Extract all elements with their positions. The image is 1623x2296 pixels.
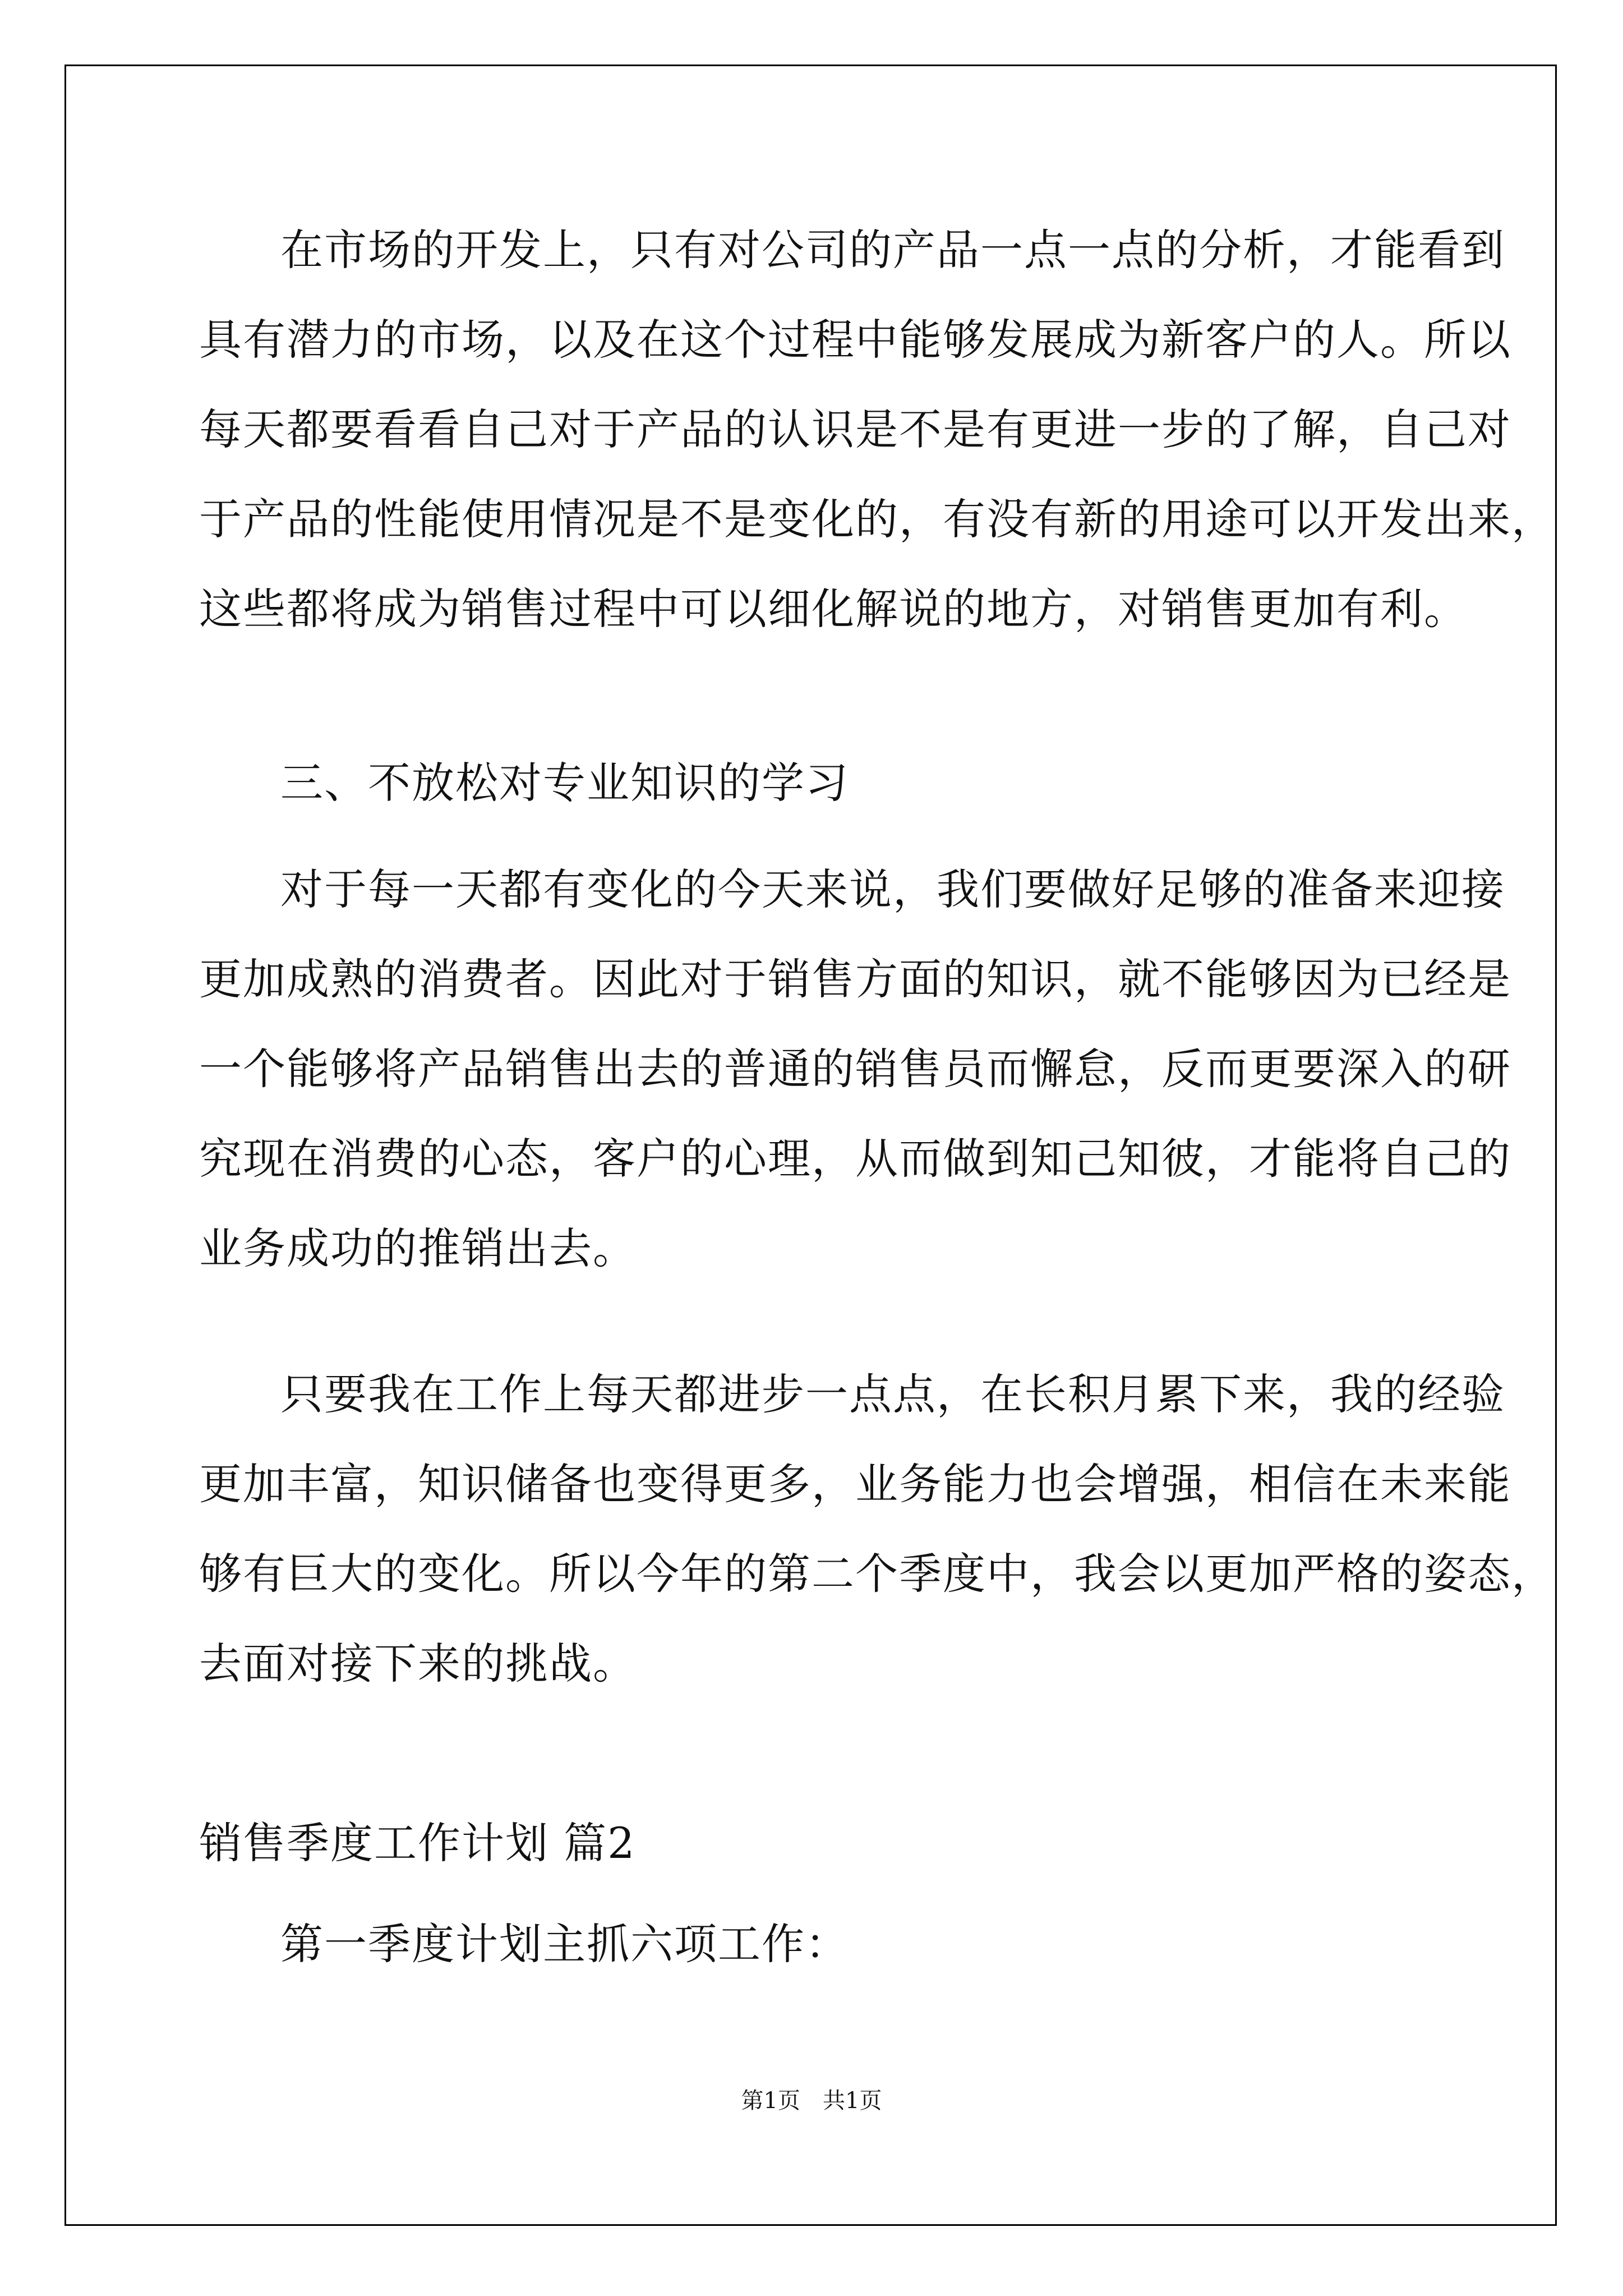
- paragraph-line: 去面对接下来的挑战。: [199, 1639, 637, 1688]
- paragraph-line: 业务成功的推销出去。: [199, 1223, 637, 1273]
- paragraph-line: 第一季度计划主抓六项工作：: [280, 1919, 849, 1969]
- paragraph-line: 对于每一天都有变化的今天来说，我们要做好足够的准备来迎接: [280, 864, 1505, 914]
- page-footer: [0, 2084, 1623, 2118]
- paragraph-line: 只要我在工作上每天都进步一点点，在长积月累下来，我的经验: [280, 1369, 1505, 1419]
- paragraph-line: 更加成熟的消费者。因此对于销售方面的知识，就不能够因为已经是: [199, 954, 1511, 1004]
- paragraph-line: 每天都要看看自己对于产品的认识是不是有更进一步的了解，自己对: [199, 404, 1511, 454]
- paragraph-line: 这些都将成为销售过程中可以细化解说的地方，对销售更加有利。: [199, 584, 1468, 634]
- page-total: 共1页: [823, 2088, 882, 2114]
- paragraph-line: 够有巨大的变化。所以今年的第二个季度中，我会以更加严格的姿态，: [199, 1549, 1555, 1599]
- paragraph-line: 更加丰富，知识储备也变得更多，业务能力也会增强，相信在未来能: [199, 1459, 1511, 1509]
- paragraph-line: 于产品的性能使用情况是不是变化的，有没有新的用途可以开发出来，: [199, 494, 1555, 544]
- page-number: 第1页: [741, 2088, 800, 2114]
- paragraph-line: 具有潜力的市场，以及在这个过程中能够发展成为新客户的人。所以: [199, 315, 1511, 365]
- paragraph-line: 究现在消费的心态，客户的心理，从而做到知己知彼，才能将自己的: [199, 1134, 1511, 1184]
- section-heading: 三、不放松对专业知识的学习: [280, 758, 849, 808]
- paragraph-line: 一个能够将产品销售出去的普通的销售员而懈怠，反而更要深入的研: [199, 1044, 1511, 1094]
- document-title: 销售季度工作计划 篇2: [199, 1818, 636, 1868]
- paragraph-line: 在市场的开发上，只有对公司的产品一点一点的分析，才能看到: [280, 225, 1505, 275]
